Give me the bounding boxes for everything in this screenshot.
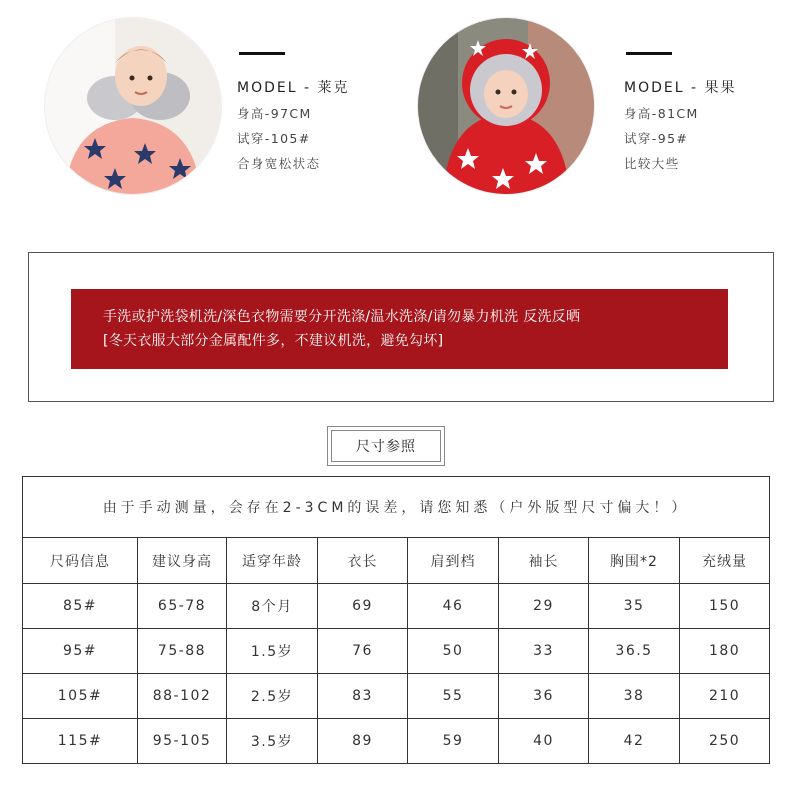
table-cell: 40 bbox=[499, 719, 589, 764]
table-cell: 33 bbox=[499, 629, 589, 674]
table-cell: 38 bbox=[589, 674, 680, 719]
table-cell: 105# bbox=[23, 674, 138, 719]
model-fit: 比较大些 bbox=[624, 156, 680, 171]
measurement-note: 由于手动测量，会存在2-3CM的误差，请您知悉（户外版型尺寸偏大！） bbox=[23, 477, 770, 538]
model-tried-size: 试穿-105# bbox=[237, 131, 311, 146]
table-row bbox=[23, 584, 770, 629]
header-cell: 建议身高 bbox=[138, 538, 227, 584]
size-table-body bbox=[23, 477, 770, 764]
model-info-1 bbox=[237, 52, 349, 181]
table-row bbox=[23, 674, 770, 719]
table-cell: 115# bbox=[23, 719, 138, 764]
care-instructions-box bbox=[28, 252, 774, 402]
table-cell: 65-78 bbox=[138, 584, 227, 629]
table-cell: 88-102 bbox=[138, 674, 227, 719]
model-info-2 bbox=[624, 52, 736, 181]
care-line-1: 手洗或护洗袋机洗/深色衣物需要分开洗涤/温水洗涤/请勿暴力机洗 反洗反晒 bbox=[103, 309, 581, 325]
header-cell: 袖长 bbox=[499, 538, 589, 584]
table-cell: 89 bbox=[318, 719, 408, 764]
table-cell: 36 bbox=[499, 674, 589, 719]
header-cell: 衣长 bbox=[318, 538, 408, 584]
size-reference-title: 尺寸参照 bbox=[331, 430, 441, 462]
model-divider bbox=[626, 52, 672, 55]
model-name: MODEL - 果果 bbox=[624, 80, 737, 96]
table-cell: 36.5 bbox=[589, 629, 680, 674]
model-tried-size: 试穿-95# bbox=[624, 131, 689, 146]
model-fit: 合身宽松状态 bbox=[237, 156, 321, 171]
table-cell: 76 bbox=[318, 629, 408, 674]
header-cell: 适穿年龄 bbox=[227, 538, 318, 584]
header-cell: 充绒量 bbox=[680, 538, 770, 584]
table-cell: 150 bbox=[680, 584, 770, 629]
table-cell: 250 bbox=[680, 719, 770, 764]
table-header-row bbox=[23, 538, 770, 584]
table-cell: 2.5岁 bbox=[227, 674, 318, 719]
header-cell: 胸围*2 bbox=[589, 538, 680, 584]
child-in-red-star-jacket-illustration bbox=[418, 18, 594, 194]
size-table bbox=[22, 476, 770, 764]
size-reference-title-frame bbox=[327, 426, 445, 466]
table-cell: 55 bbox=[408, 674, 499, 719]
table-cell: 83 bbox=[318, 674, 408, 719]
table-cell: 29 bbox=[499, 584, 589, 629]
model-height: 身高-97CM bbox=[237, 106, 312, 121]
table-cell: 85# bbox=[23, 584, 138, 629]
table-cell: 46 bbox=[408, 584, 499, 629]
model-photo-2 bbox=[418, 18, 594, 194]
table-cell: 1.5岁 bbox=[227, 629, 318, 674]
table-cell: 69 bbox=[318, 584, 408, 629]
table-cell: 210 bbox=[680, 674, 770, 719]
table-row bbox=[23, 629, 770, 674]
header-cell: 肩到档 bbox=[408, 538, 499, 584]
care-banner bbox=[71, 289, 728, 369]
model-name: MODEL - 莱克 bbox=[237, 80, 350, 96]
table-cell: 180 bbox=[680, 629, 770, 674]
table-cell: 35 bbox=[589, 584, 680, 629]
table-cell: 50 bbox=[408, 629, 499, 674]
table-cell: 75-88 bbox=[138, 629, 227, 674]
table-row bbox=[23, 719, 770, 764]
model-height: 身高-81CM bbox=[624, 106, 699, 121]
table-note-row bbox=[23, 477, 770, 538]
model-photo-1 bbox=[45, 18, 221, 194]
table-cell: 95-105 bbox=[138, 719, 227, 764]
model-divider bbox=[239, 52, 285, 55]
table-cell: 59 bbox=[408, 719, 499, 764]
table-cell: 3.5岁 bbox=[227, 719, 318, 764]
header-cell: 尺码信息 bbox=[23, 538, 138, 584]
table-cell: 42 bbox=[589, 719, 680, 764]
table-cell: 95# bbox=[23, 629, 138, 674]
table-cell: 8个月 bbox=[227, 584, 318, 629]
child-in-pink-star-jacket-illustration bbox=[45, 18, 221, 194]
care-line-2: [冬天衣服大部分金属配件多，不建议机洗，避免勾坏] bbox=[103, 333, 444, 349]
